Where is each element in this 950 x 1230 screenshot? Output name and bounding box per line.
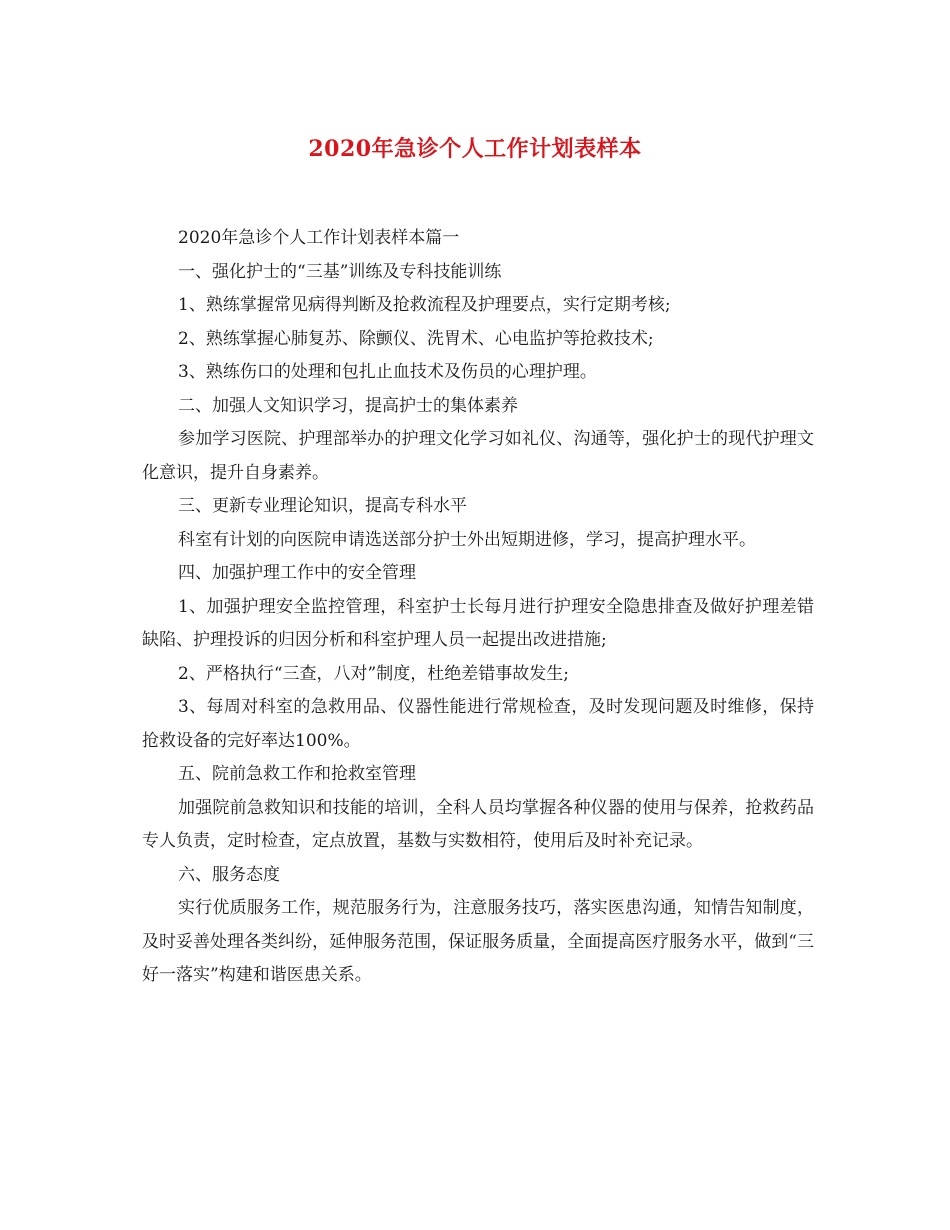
paragraph-section-4-item-1: 1、加强护理安全监控管理，科室护士长每月进行护理安全隐患排查及做好护理差错缺陷、护理投诉的归因分析和科室护理人员一起提出改进措施; — [142, 596, 814, 650]
paragraph-section-6-body: 实行优质服务工作，规范服务行为，注意服务技巧，落实医患沟通，知情告知制度，及时妥善处理各类纠纷，延伸服务范围，保证服务质量，全面提高医疗服务水平，做到“三好一落实”构建和谐医患关系。 — [142, 898, 814, 985]
document-body — [142, 222, 814, 993]
document-title: 2020年急诊个人工作计划表样本 — [308, 136, 642, 162]
paragraph-section-6-heading: 六、服务态度 — [178, 864, 280, 885]
paragraph-section-1-item-1: 1、熟练掌握常见病得判断及抢救流程及护理要点，实行定期考核; — [178, 295, 671, 315]
paragraph-section-1-item-3: 3、熟练伤口的处理和包扎止血技术及伤员的心理护理。 — [178, 362, 597, 382]
paragraph-heading-article: 2020年急诊个人工作计划表样本篇一 — [178, 228, 460, 248]
paragraph-section-1-heading: 一、强化护士的“三基”训练及专科技能训练 — [178, 261, 502, 282]
paragraph-section-2-body: 参加学习医院、护理部举办的护理文化学习如礼仪、沟通等，强化护士的现代护理文化意识，提升自身素养。 — [142, 429, 814, 483]
paragraph-section-3-body: 科室有计划的向医院申请选送部分护士外出短期进修，学习，提高护理水平。 — [178, 529, 756, 550]
paragraph-section-4-item-2: 2、严格执行“三查，八对”制度，杜绝差错事故发生; — [178, 663, 569, 684]
paragraph-section-4-heading: 四、加强护理工作中的安全管理 — [178, 563, 416, 583]
paragraph-section-5-heading: 五、院前急救工作和抢救室管理 — [178, 764, 416, 784]
paragraph-section-5-body: 加强院前急救知识和技能的培训，全科人员均掌握各种仪器的使用与保养，抢救药品专人负责，定时检查，定点放置，基数与实数相符，使用后及时补充记录。 — [142, 797, 814, 851]
paragraph-section-2-heading: 二、加强人文知识学习，提高护士的集体素养 — [178, 395, 518, 416]
paragraph-section-4-item-3: 3、每周对科室的急救用品、仪器性能进行常规检查，及时发现问题及时维修，保持抢救设备的完好率达100%。 — [142, 697, 814, 751]
paragraph-section-3-heading: 三、更新专业理论知识，提高专科水平 — [178, 496, 467, 516]
paragraph-section-1-item-2: 2、熟练掌握心肺复苏、除颤仪、洗胃术、心电监护等抢救技术; — [178, 328, 654, 349]
